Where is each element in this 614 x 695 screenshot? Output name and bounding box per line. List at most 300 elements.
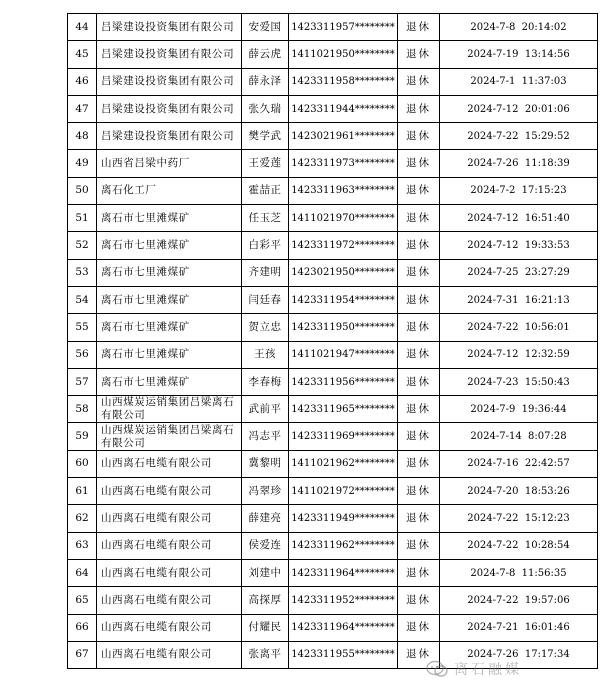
cell-row-number	[68, 559, 97, 586]
cell-id-number	[289, 559, 398, 586]
cell-company-name	[97, 368, 242, 395]
table-row	[68, 123, 598, 150]
cell-row-number	[68, 450, 97, 477]
row-number-text: 53	[75, 266, 89, 279]
row-number-text: 67	[75, 648, 89, 661]
id-number-text: 1423311952********	[291, 594, 395, 606]
cell-id-number	[289, 68, 398, 95]
person-name-text: 闫廷春	[248, 293, 282, 306]
status-text: 退休	[406, 211, 431, 224]
row-number-text: 63	[75, 539, 89, 552]
cell-person-name	[242, 587, 289, 614]
row-number-text: 54	[75, 293, 89, 306]
id-number-text: 1423311957********	[291, 21, 395, 33]
cell-id-number	[289, 478, 398, 505]
id-number-text: 1423311962********	[291, 540, 395, 552]
cell-id-number	[289, 123, 398, 150]
row-number-text: 49	[75, 157, 89, 170]
timestamp-text: 2024-7-2 17:15:23	[470, 185, 567, 197]
cell-timestamp	[440, 177, 598, 204]
row-number-text: 52	[75, 239, 89, 252]
cell-timestamp	[440, 423, 598, 450]
cell-person-name	[242, 177, 289, 204]
company-name-text: 吕梁建设投资集团有限公司	[101, 129, 235, 142]
timestamp-text: 2024-7-9 19:36:44	[470, 403, 567, 415]
timestamp-text: 2024-7-19 13:14:56	[467, 48, 570, 60]
cell-person-name	[242, 423, 289, 450]
table-row	[68, 205, 598, 232]
id-number-text: 1423311950********	[291, 321, 395, 333]
company-name-text: 山西离石电缆有限公司	[101, 511, 212, 524]
timestamp-text: 2024-7-22 15:12:23	[467, 512, 570, 524]
person-name-text: 冯志平	[248, 430, 282, 443]
cell-status	[398, 587, 440, 614]
table-row	[68, 286, 598, 313]
cell-company-name	[97, 396, 242, 423]
cell-company-name	[97, 559, 242, 586]
person-name-text: 武前平	[248, 402, 282, 415]
cell-company-name	[97, 41, 242, 68]
cell-person-name	[242, 614, 289, 641]
cell-id-number	[289, 641, 398, 668]
cell-status	[398, 123, 440, 150]
status-text: 退休	[406, 157, 431, 170]
company-name-text: 离石市七里滩煤矿	[101, 375, 190, 388]
cell-company-name	[97, 450, 242, 477]
company-name-text: 离石市七里滩煤矿	[101, 320, 190, 333]
cell-status	[398, 232, 440, 259]
cell-person-name	[242, 95, 289, 122]
cell-status	[398, 41, 440, 68]
cell-row-number	[68, 177, 97, 204]
retiree-table	[67, 13, 598, 669]
row-number-text: 47	[75, 102, 89, 115]
cell-row-number	[68, 614, 97, 641]
row-number-text: 51	[75, 211, 89, 224]
table-row	[68, 68, 598, 95]
cell-id-number	[289, 396, 398, 423]
company-name-text: 离石化工厂	[101, 184, 157, 197]
row-number-text: 56	[75, 348, 89, 361]
timestamp-text: 2024-7-12 20:01:06	[467, 103, 570, 115]
cell-person-name	[242, 341, 289, 368]
row-number-text: 44	[75, 20, 89, 33]
company-name-text: 山西离石电缆有限公司	[101, 539, 212, 552]
cell-status	[398, 532, 440, 559]
cell-status	[398, 368, 440, 395]
table-row	[68, 41, 598, 68]
status-text: 退休	[406, 621, 431, 634]
cell-timestamp	[440, 396, 598, 423]
table-row	[68, 150, 598, 177]
cell-status	[398, 205, 440, 232]
cell-company-name	[97, 614, 242, 641]
person-name-text: 白彩平	[248, 239, 282, 252]
table-row	[68, 232, 598, 259]
row-number-text: 61	[75, 484, 89, 497]
cell-company-name	[97, 177, 242, 204]
cell-company-name	[97, 232, 242, 259]
person-name-text: 薛永泽	[248, 75, 282, 88]
cell-person-name	[242, 41, 289, 68]
cell-row-number	[68, 205, 97, 232]
status-text: 退休	[406, 239, 431, 252]
cell-id-number	[289, 14, 398, 41]
table-row	[68, 259, 598, 286]
cell-timestamp	[440, 505, 598, 532]
timestamp-text: 2024-7-25 23:27:29	[467, 267, 570, 279]
table-row	[68, 450, 598, 477]
company-name-text: 山西离石电缆有限公司	[101, 621, 212, 634]
status-text: 退休	[406, 184, 431, 197]
table-row	[68, 396, 598, 423]
cell-company-name	[97, 423, 242, 450]
timestamp-text: 2024-7-16 22:42:57	[467, 458, 570, 470]
watermark	[426, 656, 522, 682]
row-number-text: 60	[75, 457, 89, 470]
status-text: 退休	[406, 320, 431, 333]
cell-row-number	[68, 641, 97, 668]
cell-status	[398, 478, 440, 505]
status-text: 退休	[406, 539, 431, 552]
person-name-text: 安爱国	[248, 20, 282, 33]
company-name-text: 吕梁建设投资集团有限公司	[101, 47, 235, 60]
id-number-text: 1423311954********	[291, 294, 395, 306]
person-name-text: 张离平	[248, 648, 282, 661]
id-number-text: 1411021970********	[291, 212, 395, 224]
status-text: 退休	[406, 402, 431, 415]
cell-company-name	[97, 478, 242, 505]
id-number-text: 1423311958********	[291, 76, 395, 88]
cell-row-number	[68, 259, 97, 286]
timestamp-text: 2024-7-12 12:32:59	[467, 349, 570, 361]
cell-company-name	[97, 150, 242, 177]
cell-status	[398, 450, 440, 477]
person-name-text: 贺立忠	[248, 320, 282, 333]
row-number-text: 45	[75, 47, 89, 60]
cell-status	[398, 150, 440, 177]
status-text: 退休	[406, 457, 431, 470]
cell-person-name	[242, 450, 289, 477]
person-name-text: 高探厚	[248, 593, 282, 606]
cell-timestamp	[440, 68, 598, 95]
timestamp-text: 2024-7-22 10:56:01	[467, 321, 570, 333]
table-row	[68, 559, 598, 586]
id-number-text: 1423311949********	[291, 512, 395, 524]
cell-id-number	[289, 450, 398, 477]
id-number-text: 1423311955********	[291, 649, 395, 661]
table-row	[68, 314, 598, 341]
cell-row-number	[68, 14, 97, 41]
status-text: 退休	[406, 129, 431, 142]
company-name-text: 山西离石电缆有限公司	[101, 484, 212, 497]
cell-status	[398, 68, 440, 95]
person-name-text: 齐建明	[248, 266, 282, 279]
person-name-text: 霍喆正	[248, 184, 282, 197]
cell-status	[398, 614, 440, 641]
table-row	[68, 423, 598, 450]
status-text: 退休	[406, 102, 431, 115]
cell-id-number	[289, 341, 398, 368]
cell-person-name	[242, 478, 289, 505]
cell-status	[398, 341, 440, 368]
cell-row-number	[68, 368, 97, 395]
person-name-text: 王爱莲	[248, 157, 282, 170]
cell-id-number	[289, 286, 398, 313]
status-text: 退休	[406, 511, 431, 524]
cell-company-name	[97, 205, 242, 232]
cell-company-name	[97, 14, 242, 41]
status-text: 退休	[406, 348, 431, 361]
table-row	[68, 505, 598, 532]
person-name-text: 任玉芝	[248, 211, 282, 224]
company-name-text: 吕梁建设投资集团有限公司	[101, 20, 235, 33]
cell-person-name	[242, 150, 289, 177]
table-row	[68, 14, 598, 41]
person-name-text: 薛建亮	[248, 511, 282, 524]
cell-row-number	[68, 587, 97, 614]
table-row	[68, 177, 598, 204]
cell-id-number	[289, 368, 398, 395]
table-row	[68, 368, 598, 395]
cell-row-number	[68, 232, 97, 259]
cell-timestamp	[440, 341, 598, 368]
row-number-text: 58	[75, 402, 89, 415]
cell-company-name	[97, 68, 242, 95]
person-name-text: 冯翠珍	[248, 484, 282, 497]
cell-id-number	[289, 259, 398, 286]
id-number-text: 1423311964********	[291, 567, 395, 579]
cell-status	[398, 286, 440, 313]
status-text: 退休	[406, 430, 431, 443]
cell-person-name	[242, 505, 289, 532]
id-number-text: 1423311969********	[291, 431, 395, 443]
person-name-text: 薛云虎	[248, 47, 282, 60]
cell-timestamp	[440, 14, 598, 41]
company-name-text: 山西省吕梁中药厂	[101, 157, 190, 170]
cell-person-name	[242, 232, 289, 259]
row-number-text: 46	[75, 75, 89, 88]
cell-timestamp	[440, 259, 598, 286]
person-name-text: 付耀民	[248, 621, 282, 634]
person-name-text: 冀黎明	[248, 457, 282, 470]
cell-timestamp	[440, 587, 598, 614]
cell-company-name	[97, 641, 242, 668]
cell-status	[398, 259, 440, 286]
timestamp-text: 2024-7-8 20:14:02	[470, 21, 567, 33]
person-name-text: 王孩	[254, 348, 276, 361]
status-text: 退休	[406, 648, 431, 661]
cell-person-name	[242, 259, 289, 286]
row-number-text: 65	[75, 593, 89, 606]
status-text: 退休	[406, 566, 431, 579]
cell-person-name	[242, 205, 289, 232]
cell-timestamp	[440, 614, 598, 641]
status-text: 退休	[406, 375, 431, 388]
cell-timestamp	[440, 41, 598, 68]
company-name-text: 山西离石电缆有限公司	[101, 593, 212, 606]
cell-timestamp	[440, 314, 598, 341]
cell-status	[398, 505, 440, 532]
row-number-text: 64	[75, 566, 89, 579]
cell-person-name	[242, 532, 289, 559]
cell-row-number	[68, 123, 97, 150]
cell-timestamp	[440, 150, 598, 177]
cell-row-number	[68, 95, 97, 122]
timestamp-text: 2024-7-20 18:53:26	[467, 485, 570, 497]
cell-person-name	[242, 368, 289, 395]
id-number-text: 1423311944********	[291, 103, 395, 115]
row-number-text: 57	[75, 375, 89, 388]
company-name-text: 山西离石电缆有限公司	[101, 648, 212, 661]
id-number-text: 1423021961********	[291, 130, 395, 142]
status-text: 退休	[406, 47, 431, 60]
cell-status	[398, 396, 440, 423]
id-number-text: 1423311964********	[291, 622, 395, 634]
cell-person-name	[242, 123, 289, 150]
cell-id-number	[289, 314, 398, 341]
cell-id-number	[289, 505, 398, 532]
cell-status	[398, 423, 440, 450]
cell-company-name	[97, 341, 242, 368]
cell-company-name	[97, 123, 242, 150]
table-row	[68, 532, 598, 559]
timestamp-text: 2024-7-22 19:57:06	[467, 594, 570, 606]
table-row	[68, 95, 598, 122]
cell-row-number	[68, 341, 97, 368]
status-text: 退休	[406, 484, 431, 497]
cell-person-name	[242, 559, 289, 586]
cell-company-name	[97, 505, 242, 532]
cell-row-number	[68, 41, 97, 68]
person-name-text: 李春梅	[248, 375, 282, 388]
cell-id-number	[289, 150, 398, 177]
cell-status	[398, 314, 440, 341]
id-number-text: 1423311963********	[291, 185, 395, 197]
cell-person-name	[242, 396, 289, 423]
table-body	[68, 14, 598, 669]
timestamp-text: 2024-7-31 16:21:13	[467, 294, 570, 306]
cell-status	[398, 559, 440, 586]
timestamp-text: 2024-7-22 10:28:54	[467, 540, 570, 552]
timestamp-text: 2024-7-26 17:17:34	[467, 649, 570, 661]
cell-row-number	[68, 150, 97, 177]
id-number-text: 1411021950********	[291, 48, 395, 60]
row-number-text: 55	[75, 320, 89, 333]
cell-row-number	[68, 505, 97, 532]
timestamp-text: 2024-7-22 15:29:52	[467, 130, 570, 142]
id-number-text: 1423311956********	[291, 376, 395, 388]
cell-row-number	[68, 314, 97, 341]
company-name-text: 山西离石电缆有限公司	[101, 457, 212, 470]
cell-id-number	[289, 177, 398, 204]
cell-person-name	[242, 314, 289, 341]
status-text: 退休	[406, 20, 431, 33]
row-number-text: 66	[75, 621, 89, 634]
cell-row-number	[68, 68, 97, 95]
table-row	[68, 614, 598, 641]
timestamp-text: 2024-7-1 11:37:03	[470, 76, 567, 88]
id-number-text: 1423311965********	[291, 403, 395, 415]
cell-timestamp	[440, 95, 598, 122]
company-name-text: 离石市七里滩煤矿	[101, 293, 190, 306]
cell-id-number	[289, 95, 398, 122]
person-name-text: 樊学武	[248, 129, 282, 142]
cell-id-number	[289, 205, 398, 232]
status-text: 退休	[406, 75, 431, 88]
company-name-text: 山西煤炭运销集团吕梁离石有限公司	[101, 396, 235, 422]
cell-id-number	[289, 587, 398, 614]
cell-status	[398, 14, 440, 41]
cell-company-name	[97, 587, 242, 614]
cell-row-number	[68, 532, 97, 559]
cell-company-name	[97, 259, 242, 286]
cell-id-number	[289, 423, 398, 450]
id-number-text: 1423021950********	[291, 267, 395, 279]
status-text: 退休	[406, 266, 431, 279]
id-number-text: 1423311972********	[291, 240, 395, 252]
cell-timestamp	[440, 559, 598, 586]
cell-timestamp	[440, 478, 598, 505]
timestamp-text: 2024-7-23 15:50:43	[467, 376, 570, 388]
cell-id-number	[289, 41, 398, 68]
id-number-text: 1411021972********	[291, 485, 395, 497]
cell-person-name	[242, 68, 289, 95]
id-number-text: 1423311973********	[291, 158, 395, 170]
company-name-text: 离石市七里滩煤矿	[101, 266, 190, 279]
cell-status	[398, 177, 440, 204]
cell-person-name	[242, 14, 289, 41]
cell-company-name	[97, 95, 242, 122]
wechat-official-account-icon	[426, 660, 448, 678]
company-name-text: 离石市七里滩煤矿	[101, 348, 190, 361]
row-number-text: 62	[75, 511, 89, 524]
status-text: 退休	[406, 293, 431, 306]
person-name-text: 侯爱连	[248, 539, 282, 552]
row-number-text: 50	[75, 184, 89, 197]
row-number-text: 59	[75, 430, 89, 443]
company-name-text: 离石市七里滩煤矿	[101, 211, 190, 224]
cell-timestamp	[440, 532, 598, 559]
row-number-text: 48	[75, 129, 89, 142]
cell-row-number	[68, 423, 97, 450]
cell-timestamp	[440, 232, 598, 259]
cell-timestamp	[440, 286, 598, 313]
cell-timestamp	[440, 205, 598, 232]
person-name-text: 刘建中	[248, 566, 282, 579]
cell-person-name	[242, 286, 289, 313]
table-row	[68, 478, 598, 505]
person-name-text: 张久瑞	[248, 102, 282, 115]
timestamp-text: 2024-7-21 16:01:46	[467, 622, 570, 634]
id-number-text: 1411021947********	[291, 349, 395, 361]
company-name-text: 吕梁建设投资集团有限公司	[101, 75, 235, 88]
timestamp-text: 2024-7-12 16:51:40	[467, 212, 570, 224]
cell-person-name	[242, 641, 289, 668]
timestamp-text: 2024-7-26 11:18:39	[467, 158, 570, 170]
timestamp-text: 2024-7-8 11:56:35	[470, 567, 567, 579]
cell-timestamp	[440, 450, 598, 477]
status-text: 退休	[406, 593, 431, 606]
table-row	[68, 587, 598, 614]
id-number-text: 1411021962********	[291, 458, 395, 470]
timestamp-text: 2024-7-12 19:33:53	[467, 240, 570, 252]
table-row	[68, 341, 598, 368]
cell-id-number	[289, 232, 398, 259]
cell-row-number	[68, 396, 97, 423]
cell-company-name	[97, 532, 242, 559]
watermark-text: 离石融媒	[454, 662, 522, 678]
